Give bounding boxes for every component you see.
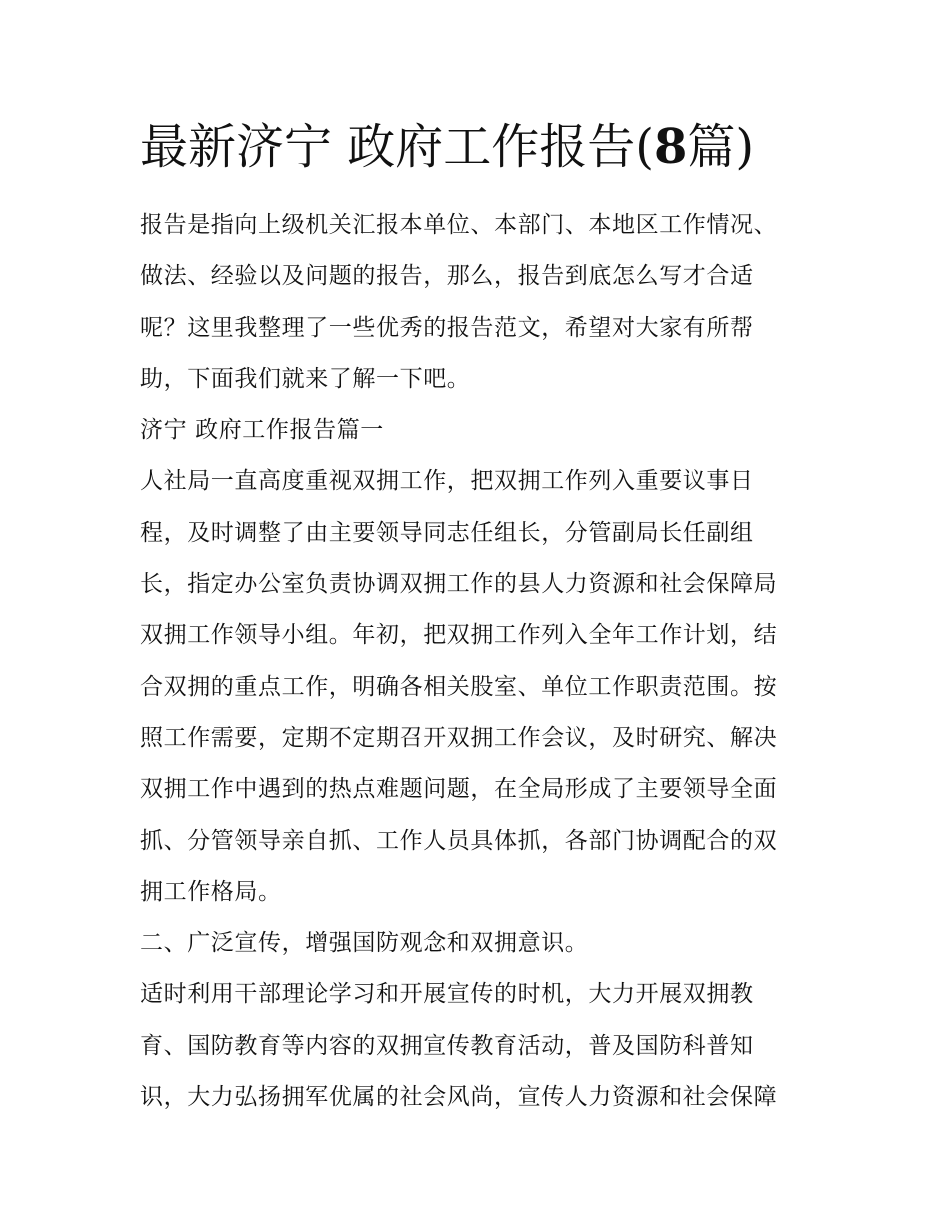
title-main: 最新济宁 政府工作报告(: [140, 119, 654, 175]
text-line: 程，及时调整了由主要领导同志任组长，分管副局长任副组: [140, 519, 754, 546]
text-line: 照工作需要，定期不定期召开双拥工作会议，及时研究、解决: [140, 724, 778, 751]
text-line: 双拥工作领导小组。年初，把双拥工作列入全年工作计划，结: [140, 622, 778, 649]
text-line: 呢？这里我整理了一些优秀的报告范文，希望对大家有所帮: [140, 314, 754, 341]
text-line: 助，下面我们就来了解一下吧。: [140, 365, 471, 392]
text-line: 适时利用干部理论学习和开展宣传的时机，大力开展双拥教: [140, 981, 754, 1008]
text-line: 报告是指向上级机关汇报本单位、本部门、本地区工作情况、: [140, 212, 778, 238]
text-line: 抓、分管领导亲自抓、工作人员具体抓，各部门协调配合的双: [140, 827, 778, 854]
title-number: 8: [654, 119, 688, 175]
text-line: 拥工作格局。: [140, 878, 282, 905]
text-line: 育、国防教育等内容的双拥宣传教育活动，普及国防科普知: [140, 1032, 754, 1059]
text-line: 长，指定办公室负责协调双拥工作的县人力资源和社会保障局: [140, 571, 778, 598]
document-title: [140, 112, 830, 182]
text-line: 人社局一直高度重视双拥工作，把双拥工作列入重要议事日: [140, 468, 754, 495]
text-line: 做法、经验以及问题的报告，那么，报告到底怎么写才合适: [140, 263, 754, 290]
section-heading: 二、广泛宣传，增强国防观念和双拥意识。: [140, 930, 589, 957]
body-text: [140, 200, 820, 1123]
text-line: 识，大力弘扬拥军优属的社会风尚，宣传人力资源和社会保障: [140, 1084, 778, 1111]
section-heading: 济宁 政府工作报告篇一: [140, 417, 384, 444]
text-line: 双拥工作中遇到的热点难题问题，在全局形成了主要领导全面: [140, 776, 778, 803]
title-end: 篇): [687, 119, 755, 175]
text-line: 合双拥的重点工作，明确各相关股室、单位工作职责范围。按: [140, 673, 778, 700]
